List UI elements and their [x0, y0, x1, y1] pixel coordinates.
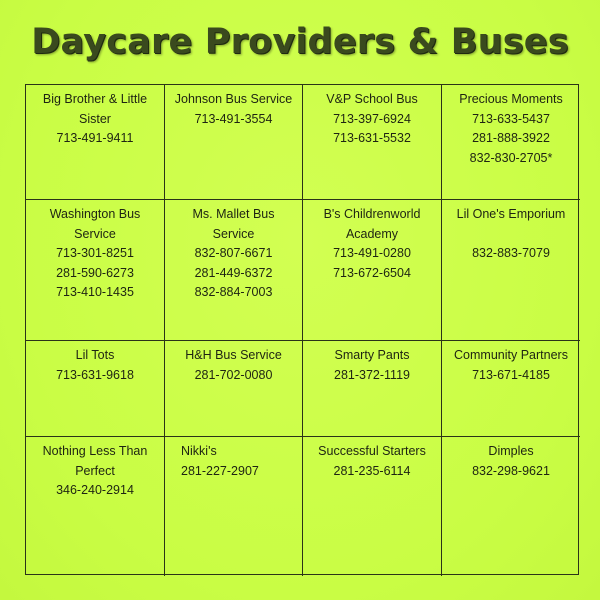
provider-name: V&P School Bus	[326, 92, 418, 106]
provider-phone: 832-298-9621	[472, 463, 550, 478]
provider-cell	[26, 85, 165, 200]
provider-name: B's Childrenworld	[323, 207, 421, 221]
provider-phone: 281-227-2907	[181, 463, 259, 478]
provider-phone: 281-888-3922	[472, 131, 550, 145]
provider-name: Dimples	[488, 444, 534, 458]
provider-name: Johnson Bus Service	[174, 92, 293, 106]
spacer	[442, 225, 580, 245]
provider-phone: 713-397-6924	[333, 111, 411, 126]
provider-phone: 281-235-6114	[333, 463, 411, 478]
provider-phone: 713-410-1435	[56, 285, 134, 299]
provider-phone: 713-672-6504	[333, 265, 411, 280]
provider-cell	[442, 85, 580, 200]
provider-cell	[165, 200, 303, 341]
provider-phone: 713-491-0280	[333, 246, 411, 260]
provider-cell	[442, 200, 580, 341]
provider-phone: 832-883-7079	[472, 246, 550, 260]
provider-grid	[25, 84, 579, 575]
provider-name: Sister	[79, 111, 111, 126]
provider-cell	[26, 341, 165, 437]
provider-phone: 832-830-2705*	[469, 150, 553, 165]
provider-name: Precious Moments	[459, 92, 563, 106]
provider-name: Lil One's Emporium	[456, 207, 566, 221]
provider-name: Ms. Mallet Bus	[192, 207, 275, 221]
provider-cell	[303, 200, 442, 341]
provider-name: Washington Bus	[49, 207, 141, 221]
provider-name: Nikki's	[181, 444, 217, 458]
provider-phone: 713-671-4185	[472, 367, 550, 382]
provider-phone: 713-633-5437	[472, 111, 550, 126]
provider-cell	[165, 437, 303, 576]
provider-phone: 713-491-9411	[56, 131, 134, 145]
provider-name: Smarty Pants	[334, 348, 410, 362]
provider-cell	[165, 341, 303, 437]
page-title: Daycare Providers & Buses	[31, 22, 569, 62]
provider-phone: 713-631-9618	[56, 367, 134, 382]
provider-name: Nothing Less Than	[42, 444, 148, 458]
provider-name: H&H Bus Service	[185, 348, 282, 362]
provider-cell	[26, 200, 165, 341]
provider-phone: 281-372-1119	[334, 367, 410, 382]
provider-cell	[303, 437, 442, 576]
provider-name: Service	[74, 226, 116, 241]
provider-phone: 713-491-3554	[194, 111, 273, 126]
provider-phone: 346-240-2914	[56, 483, 134, 497]
provider-name: Service	[212, 226, 255, 241]
provider-name: Perfect	[75, 463, 115, 478]
provider-cell	[303, 341, 442, 437]
provider-cell	[442, 437, 580, 576]
provider-phone: 832-884-7003	[194, 285, 273, 299]
provider-cell	[303, 85, 442, 200]
provider-phone: 832-807-6671	[194, 246, 273, 260]
provider-name: Successful Starters	[318, 444, 426, 458]
provider-name: Community Partners	[454, 348, 568, 362]
provider-name: Lil Tots	[75, 348, 115, 362]
provider-phone: 281-590-6273	[56, 265, 134, 280]
provider-phone: 281-702-0080	[194, 367, 273, 382]
provider-phone: 281-449-6372	[194, 265, 273, 280]
provider-phone: 713-631-5532	[333, 131, 411, 145]
provider-cell	[442, 341, 580, 437]
provider-phone: 713-301-8251	[56, 246, 134, 260]
provider-cell	[26, 437, 165, 576]
provider-name: Academy	[345, 226, 399, 241]
provider-cell	[165, 85, 303, 200]
provider-name: Big Brother & Little	[42, 92, 148, 106]
